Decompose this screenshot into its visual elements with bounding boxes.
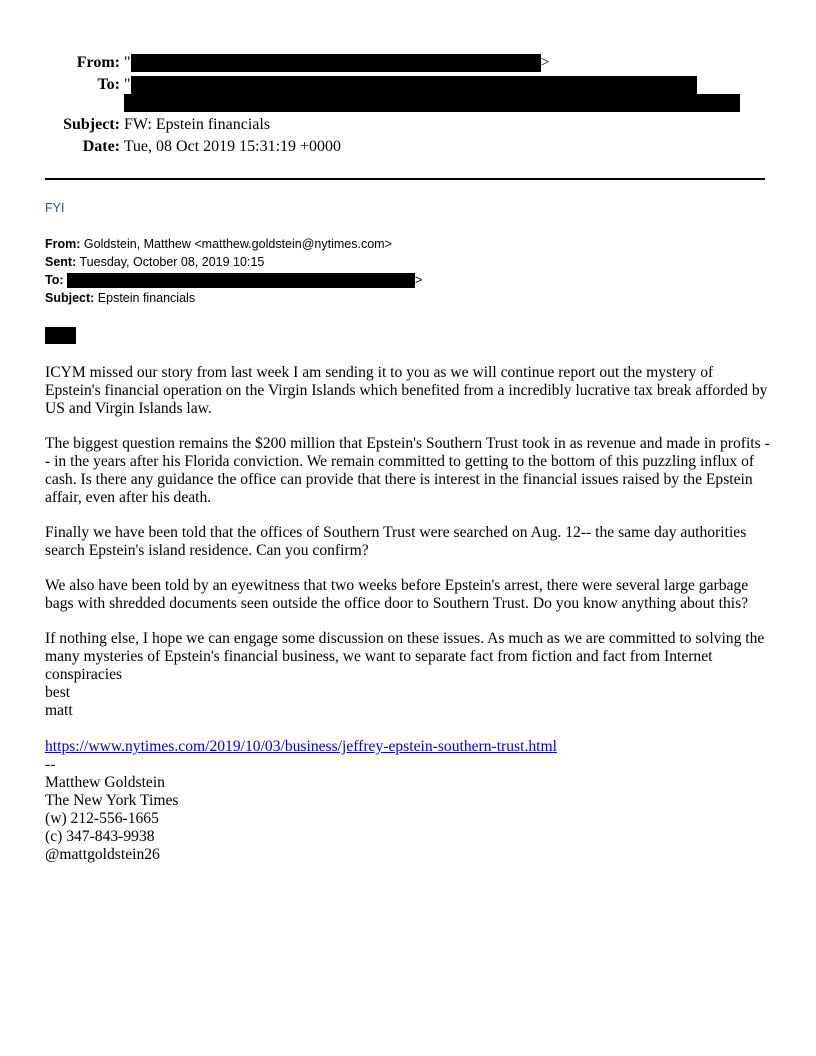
redaction-box — [131, 76, 697, 94]
header-to-row — [45, 76, 697, 94]
header-from-suffix: > — [540, 54, 550, 71]
signature-separator: -- — [45, 756, 56, 773]
redaction-box — [67, 273, 415, 288]
message-body — [45, 364, 770, 864]
forwarded-from-label: From: — [45, 237, 81, 251]
redaction-box — [124, 94, 740, 112]
header-to-quote: " — [124, 76, 131, 93]
forwarded-sent-value: Tuesday, October 08, 2019 10:15 — [76, 255, 265, 269]
body-paragraph: If nothing else, I hope we can engage some discussion on these issues. As much as we are committed to solving the many mysteries of Epstein's financial business, we want to separate fact from fiction and fact from Internet conspiracies — [45, 630, 765, 683]
header-date-row — [45, 138, 341, 156]
forwarded-subject-value: Epstein financials — [94, 291, 196, 305]
signature-org: The New York Times — [45, 792, 179, 809]
header-subject-value: FW: Epstein financials — [124, 116, 271, 133]
header-subject-row — [45, 116, 270, 134]
signature-handle: @mattgoldstein26 — [45, 846, 160, 863]
header-from-quote: " — [124, 54, 131, 71]
signature-name: Matthew Goldstein — [45, 774, 165, 791]
signature-work-phone: (w) 212-556-1665 — [45, 810, 159, 827]
forwarded-subject-row — [45, 289, 195, 307]
forwarded-from-value: Goldstein, Matthew <matthew.goldstein@nytimes.com> — [80, 237, 392, 251]
signoff-text: matt — [45, 702, 73, 719]
forwarded-subject-label: Subject: — [45, 291, 95, 305]
header-date-value: Tue, 08 Oct 2019 15:31:19 +0000 — [123, 138, 342, 155]
forwarded-from-row — [45, 235, 392, 253]
header-to-label: To: — [97, 76, 120, 93]
header-from-label: From: — [76, 54, 120, 71]
signature-cell-phone: (c) 347-843-9938 — [45, 828, 155, 845]
redaction-box — [131, 54, 541, 72]
body-paragraph: We also have been told by an eyewitness that two weeks before Epstein's arrest, there were several large garbage bags with shredded documents seen outside the office door to Southern Trust. Do you know anything about this? — [45, 577, 749, 612]
body-paragraph: ICYM missed our story from last week I am sending it to you as we will continue report out the mystery of Epstein's financial operation on the Virgin Islands which benefited from a incredibly lucrative tax break afforded by US and Virgin Islands law. — [45, 364, 768, 417]
forwarded-sent-label: Sent: — [45, 255, 77, 269]
redaction-box — [45, 327, 76, 344]
header-subject-label: Subject: — [63, 116, 120, 133]
header-divider — [45, 178, 765, 180]
forwarded-sent-row — [45, 253, 264, 271]
forwarded-to-label: To: — [45, 273, 64, 287]
article-link[interactable]: https://www.nytimes.com/2019/10/03/business/jeffrey-epstein-southern-trust.html — [45, 738, 557, 755]
header-date-label: Date: — [82, 138, 120, 155]
body-paragraph: Finally we have been told that the offices of Southern Trust were searched on Aug. 12-- the same day authorities search Epstein's island residence. Can you confirm? — [45, 524, 747, 559]
forwarded-to-row — [45, 271, 422, 289]
header-from-row — [45, 54, 550, 72]
body-paragraph: The biggest question remains the $200 million that Epstein's Southern Trust took in as revenue and made in profits -- in the years after his Florida conviction. We remain committed to getting to the bottom of this puzzling influx of cash. Is there any guidance the office can provide that there is interest in the financial issues raised by the Epstein affair, even after his death. — [45, 435, 770, 506]
forwarded-to-suffix: > — [415, 273, 423, 287]
closing-text: best — [45, 684, 71, 701]
fyi-note: FYI — [45, 201, 65, 215]
